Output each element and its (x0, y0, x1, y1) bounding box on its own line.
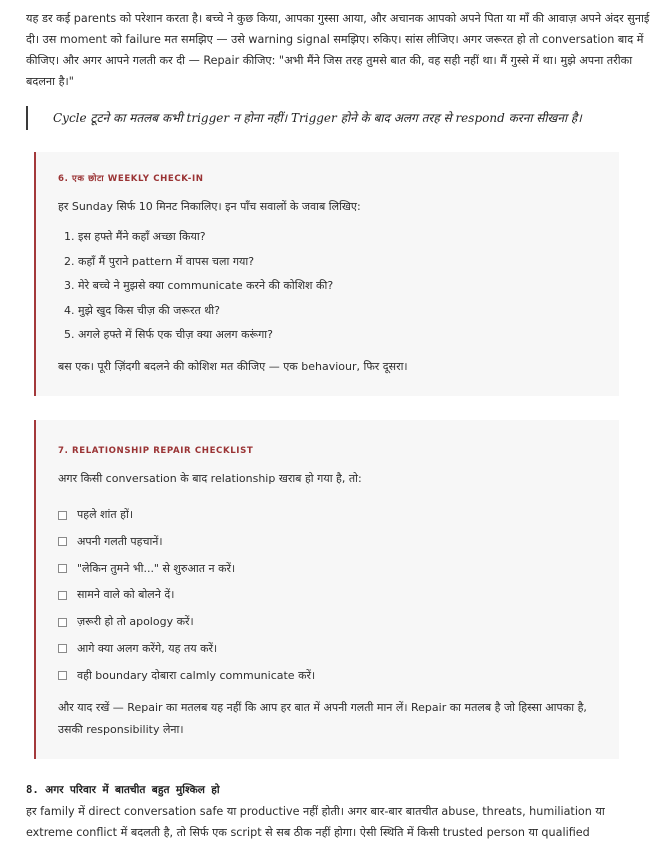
checklist-item (58, 640, 597, 658)
checklist-item-label: ज़रूरी हो तो apology करें। (77, 615, 194, 629)
checklist-item-label: पहले शांत हों। (77, 508, 133, 521)
checklist-item-label: आगे क्या अलग करेंगे, यह तय करें। (77, 641, 218, 655)
checkbox-icon[interactable] (58, 591, 67, 600)
checkbox-icon[interactable] (58, 618, 67, 627)
question-item: 4. मुझे खुद किस चीज़ की जरूरत थी? (64, 303, 220, 317)
question-item: 1. इस हफ्ते मैंने कहाँ अच्छा किया? (64, 230, 206, 243)
repair-checklist-title: 7. RELATIONSHIP REPAIR CHECKLIST (58, 446, 254, 456)
checklist-item-label: वही boundary दोबारा calmly communicate करें। (77, 668, 316, 682)
checklist-item (58, 560, 597, 578)
weekly-checkin-questions (58, 228, 597, 344)
weekly-checkin-intro: हर Sunday सिर्फ 10 मिनट निकालिए। इन पाँच सवालों के जवाब लिखिए: (58, 200, 361, 213)
checklist-item (58, 533, 597, 551)
repair-checklist-footer: और याद रखें — Repair का मतलब यह नहीं कि आप हर बात में अपनी गलती मान लें। Repair का मतलब है जो हिस्सा आपका है, उसकी responsibility लेना। (58, 700, 587, 736)
intro-paragraph: यह डर कई parents को परेशान करता है। बच्चे ने कुछ किया, आपका गुस्सा आया, और अचानक आपको अपने पिता या माँ की आवाज़ अपने अंदर सुनाई दी। उस moment को failure मत समझिए — उसे warning signal समझिए। रुकिए। सांस लीजिए। अगर जरूरत हो तो conversation बाद में कीजिए। और अगर आपने गलती कर दी — Repair कीजिए: "अभी मैंने जिस तरह तुमसे बात की, वह सही नहीं था। मैं गुस्से में था। मुझे अपना तरीका बदलना है।" (26, 12, 650, 88)
checkbox-icon[interactable] (58, 644, 67, 653)
checklist-item-label: सामने वाले को बोलने दें। (77, 588, 175, 602)
section-8-heading: 8. अगर परिवार में बातचीत बहुत मुश्किल हो (26, 783, 220, 796)
weekly-checkin-card (34, 152, 619, 396)
repair-checklist-items (58, 506, 597, 685)
repair-checklist-intro: अगर किसी conversation के बाद relationship खराब हो गया है, तो: (58, 472, 362, 485)
question-item: 2. कहाँ मैं पुराने pattern में वापस चला गया? (64, 254, 255, 268)
weekly-checkin-title: 6. एक छोटा WEEKLY CHECK-IN (58, 174, 204, 184)
checkbox-icon[interactable] (58, 511, 67, 520)
question-item: 3. मेरे बच्चे ने मुझसे क्या communicate करने की कोशिश की? (64, 279, 334, 292)
question-item: 5. अगले हफ्ते में सिर्फ एक चीज़ क्या अलग करूंगा? (64, 328, 273, 341)
checklist-item (58, 506, 597, 524)
checklist-item (58, 613, 597, 631)
pull-quote: Cycle टूटने का मतलब कभी trigger न होना नहीं। Trigger होने के बाद अलग तरह से respond करना सीखना है। (26, 106, 650, 130)
checklist-item-label: अपनी गलती पहचानें। (77, 534, 163, 548)
checklist-item-label: "लेकिन तुमने भी..." से शुरुआत न करें। (77, 561, 236, 575)
checklist-item (58, 586, 597, 604)
weekly-checkin-footer: बस एक। पूरी ज़िंदगी बदलने की कोशिश मत कीजिए — एक behaviour, फिर दूसरा। (58, 360, 408, 373)
checkbox-icon[interactable] (58, 671, 67, 680)
checklist-item (58, 667, 597, 685)
checkbox-icon[interactable] (58, 537, 67, 546)
section-8-text: हर family में direct conversation safe या productive नहीं होती। अगर बार-बार बातचीत abuse, threats, humiliation या extreme conflict में बदलती है, तो सिर्फ एक script से सब ठीक नहीं होगा। ऐसी स्थिति में किसी trusted person या qualified (26, 804, 605, 839)
checkbox-icon[interactable] (58, 564, 67, 573)
repair-checklist-card (34, 420, 619, 759)
